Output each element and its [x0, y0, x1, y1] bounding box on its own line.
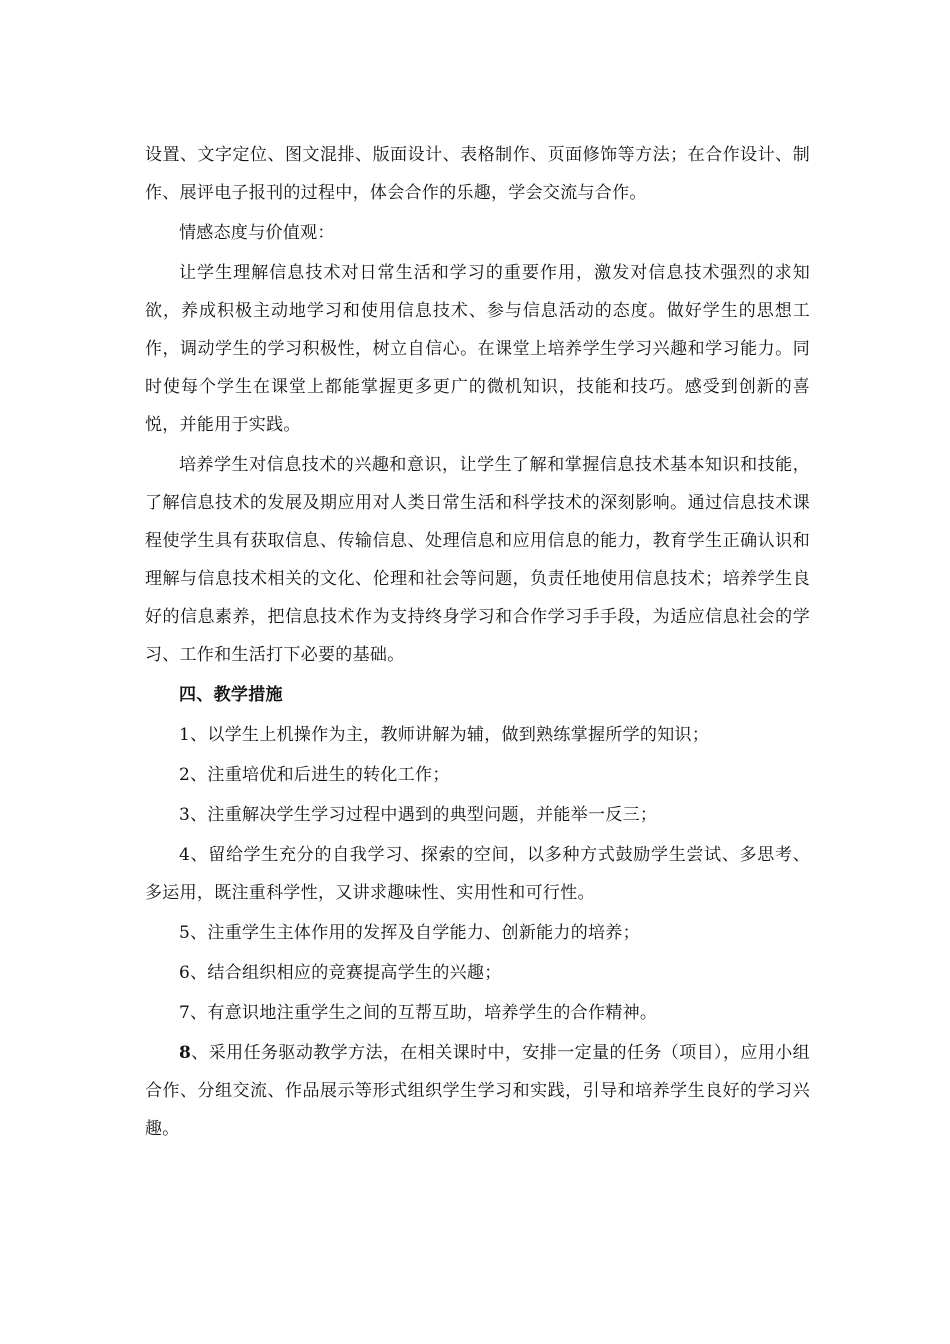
measure-item-8 [145, 1034, 810, 1148]
subheading-attitude-values: 情感态度与价值观： [179, 223, 335, 243]
paragraph-attitude: 让学生理解信息技术对日常生活和学习的重要作用，激发对信息技术强烈的求知欲，养成积极主动地学习和使用信息技术、参与信息活动的态度。做好学生的思想工作，调动学生的学习积极性，树立自信心。在课堂上培养学生学习兴趣和学习能力。同时使每个学生在课堂上都能掌握更多更广的微机知识，技能和技巧。感受到创新的喜悦，并能用于实践。 [145, 263, 810, 435]
section-heading-teaching-measures: 四、教学措施 [179, 685, 283, 705]
measure-item-1: 1、以学生上机操作为主，教师讲解为辅，做到熟练掌握所学的知识； [179, 725, 710, 745]
measure-item-8-text: 、采用任务驱动教学方法，在相关课时中，安排一定量的任务（项目），应用小组合作、分组交流、作品展示等形式组织学生学习和实践，引导和培养学生良好的学习兴趣。 [145, 1043, 810, 1139]
measure-item-3: 3、注重解决学生学习过程中遇到的典型问题，并能举一反三； [179, 805, 658, 825]
measure-item-2: 2、注重培优和后进生的转化工作； [179, 765, 450, 785]
measure-item-7: 7、有意识地注重学生之间的互帮互助，培养学生的合作精神。 [179, 1003, 658, 1023]
paragraph-cultivate: 培养学生对信息技术的兴趣和意识，让学生了解和掌握信息技术基本知识和技能，了解信息技术的发展及期应用对人类日常生活和科学技术的深刻影响。通过信息技术课程使学生具有获取信息、传输信息、处理信息和应用信息的能力，教育学生正确认识和理解与信息技术相关的文化、伦理和社会等问题，负责任地使用信息技术；培养学生良好的信息素养，把信息技术作为支持终身学习和合作学习手手段，为适应信息社会的学习、工作和生活打下必要的基础。 [145, 455, 810, 665]
measure-item-4: 4、留给学生充分的自我学习、探索的空间，以多种方式鼓励学生尝试、多思考、多运用，既注重科学性，又讲求趣味性、实用性和可行性。 [145, 845, 810, 903]
document-page [145, 136, 810, 1150]
measure-item-6: 6、结合组织相应的竞赛提高学生的兴趣； [179, 963, 502, 983]
paragraph-continuation: 设置、文字定位、图文混排、版面设计、表格制作、页面修饰等方法；在合作设计、制作、展评电子报刊的过程中，体会合作的乐趣，学会交流与合作。 [145, 145, 810, 203]
measure-item-8-number: 8 [179, 1043, 192, 1063]
measure-item-5: 5、注重学生主体作用的发挥及自学能力、创新能力的培养； [179, 923, 640, 943]
